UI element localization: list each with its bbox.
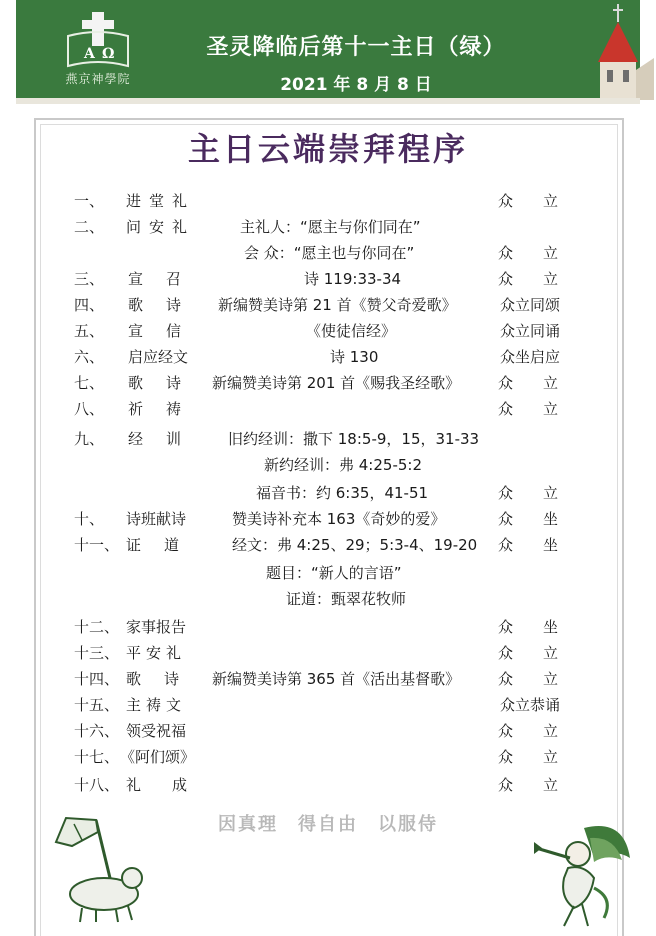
item-number: 七、 — [74, 374, 105, 392]
item-number: 二、 — [74, 218, 105, 236]
header-divider — [16, 98, 640, 104]
list-item — [0, 772, 656, 798]
item-number: 六、 — [74, 348, 105, 366]
list-item — [0, 692, 656, 718]
item-content: 证道：甄翠花牧师 — [286, 590, 407, 608]
program-title: 主日云端崇拜程序 — [187, 130, 468, 168]
item-number: 十二、 — [74, 618, 120, 636]
item-posture: 众立同诵 — [500, 322, 561, 340]
item-content: 主礼人：“愿主与你们同在” — [240, 218, 421, 236]
item-name: 歌 诗 — [128, 296, 186, 314]
item-posture: 众 立 — [498, 484, 559, 502]
item-posture: 众 立 — [498, 776, 559, 794]
list-item — [0, 426, 656, 452]
list-item — [0, 344, 656, 370]
angel-with-trumpet-icon — [534, 818, 634, 930]
item-name: 礼 成 — [126, 776, 196, 794]
item-number: 九、 — [74, 430, 105, 448]
item-content: 经文：弗 4:25、29；5:3-4、19-20 — [232, 536, 478, 554]
item-number: 三、 — [74, 270, 105, 288]
item-number: 一、 — [74, 192, 105, 210]
list-item — [0, 532, 656, 558]
item-number: 四、 — [74, 296, 105, 314]
item-name: 领受祝福 — [126, 722, 187, 740]
item-content: 会 众：“愿主也与你同在” — [244, 244, 415, 262]
service-date: 2021 年 8 月 8 日 — [280, 75, 432, 95]
list-item — [0, 614, 656, 640]
list-item — [0, 452, 656, 478]
list-item — [0, 586, 656, 612]
svg-text:A: A — [84, 46, 95, 62]
item-content: 新约经训：弗 4:25-5:2 — [264, 456, 423, 474]
item-number: 十三、 — [74, 644, 120, 662]
list-item — [0, 744, 656, 770]
item-posture: 众 坐 — [498, 618, 559, 636]
item-posture: 众坐启应 — [500, 348, 561, 366]
svg-text:Ω: Ω — [102, 46, 115, 62]
item-name: 证 道 — [126, 536, 184, 554]
list-item — [0, 292, 656, 318]
list-item — [0, 640, 656, 666]
item-posture: 众 坐 — [498, 510, 559, 528]
item-posture: 众 立 — [498, 748, 559, 766]
item-posture: 众 立 — [498, 722, 559, 740]
item-posture: 众 立 — [498, 270, 559, 288]
list-item — [0, 480, 656, 506]
list-item — [0, 666, 656, 692]
item-content: 诗 119:33-34 — [304, 270, 402, 288]
item-content: 《使徒信经》 — [306, 322, 397, 340]
item-posture: 众 立 — [498, 400, 559, 418]
item-posture: 众 立 — [498, 374, 559, 392]
item-posture: 众 立 — [498, 644, 559, 662]
list-item — [0, 188, 656, 214]
church-steeple-icon — [584, 0, 656, 100]
list-item — [0, 240, 656, 266]
item-number: 十七、 — [74, 748, 120, 766]
list-item — [0, 506, 656, 532]
seminary-motto: 因真理 得自由 以服侍 — [218, 814, 438, 835]
item-name: 家事报告 — [126, 618, 187, 636]
item-number: 五、 — [74, 322, 105, 340]
service-title: 圣灵降临后第十一主日（绿） — [206, 35, 506, 60]
item-name: 宣 召 — [128, 270, 186, 288]
item-content: 新编赞美诗第 201 首《赐我圣经歌》 — [212, 374, 461, 392]
item-number: 十四、 — [74, 670, 120, 688]
item-content: 旧约经训：撒下 18:5-9，15，31-33 — [228, 430, 480, 448]
item-number: 八、 — [74, 400, 105, 418]
item-name: 平安礼 — [126, 644, 187, 662]
header-banner — [16, 0, 640, 104]
item-content: 诗 130 — [330, 348, 379, 366]
item-name: 诗班献诗 — [126, 510, 187, 528]
item-posture: 众 坐 — [498, 536, 559, 554]
logo-text: 燕京神學院 — [65, 72, 131, 86]
list-item — [0, 718, 656, 744]
item-content: 新编赞美诗第 21 首《赞父奇爱歌》 — [218, 296, 457, 314]
list-item — [0, 318, 656, 344]
item-content: 题目：“新人的言语” — [266, 564, 402, 582]
item-name: 歌 诗 — [128, 374, 186, 392]
item-name: 启应经文 — [128, 348, 189, 366]
item-number: 十六、 — [74, 722, 120, 740]
list-item — [0, 266, 656, 292]
item-number: 十一、 — [74, 536, 120, 554]
item-name: 祈 祷 — [128, 400, 186, 418]
item-name: 进堂礼 — [126, 192, 196, 210]
list-item — [0, 396, 656, 422]
list-item — [0, 370, 656, 396]
item-name: 主祷文 — [126, 696, 187, 714]
item-posture: 众 立 — [498, 244, 559, 262]
item-content: 新编赞美诗第 365 首《活出基督歌》 — [212, 670, 461, 688]
item-posture: 众立恭诵 — [500, 696, 561, 714]
item-number: 十、 — [74, 510, 105, 528]
lamb-with-banner-icon — [52, 812, 164, 924]
item-name: 歌 诗 — [126, 670, 184, 688]
item-number: 十八、 — [74, 776, 120, 794]
list-item — [0, 560, 656, 586]
item-name: 经 训 — [128, 430, 186, 448]
item-name: 问安礼 — [126, 218, 196, 236]
item-name: 《阿们颂》 — [120, 748, 196, 766]
item-posture: 众立同颂 — [500, 296, 561, 314]
item-content: 福音书：约 6:35，41-51 — [256, 484, 429, 502]
item-posture: 众 立 — [498, 670, 559, 688]
item-posture: 众 立 — [498, 192, 559, 210]
item-content: 赞美诗补充本 163《奇妙的爱》 — [232, 510, 446, 528]
list-item — [0, 214, 656, 240]
item-number: 十五、 — [74, 696, 120, 714]
item-name: 宣 信 — [128, 322, 186, 340]
